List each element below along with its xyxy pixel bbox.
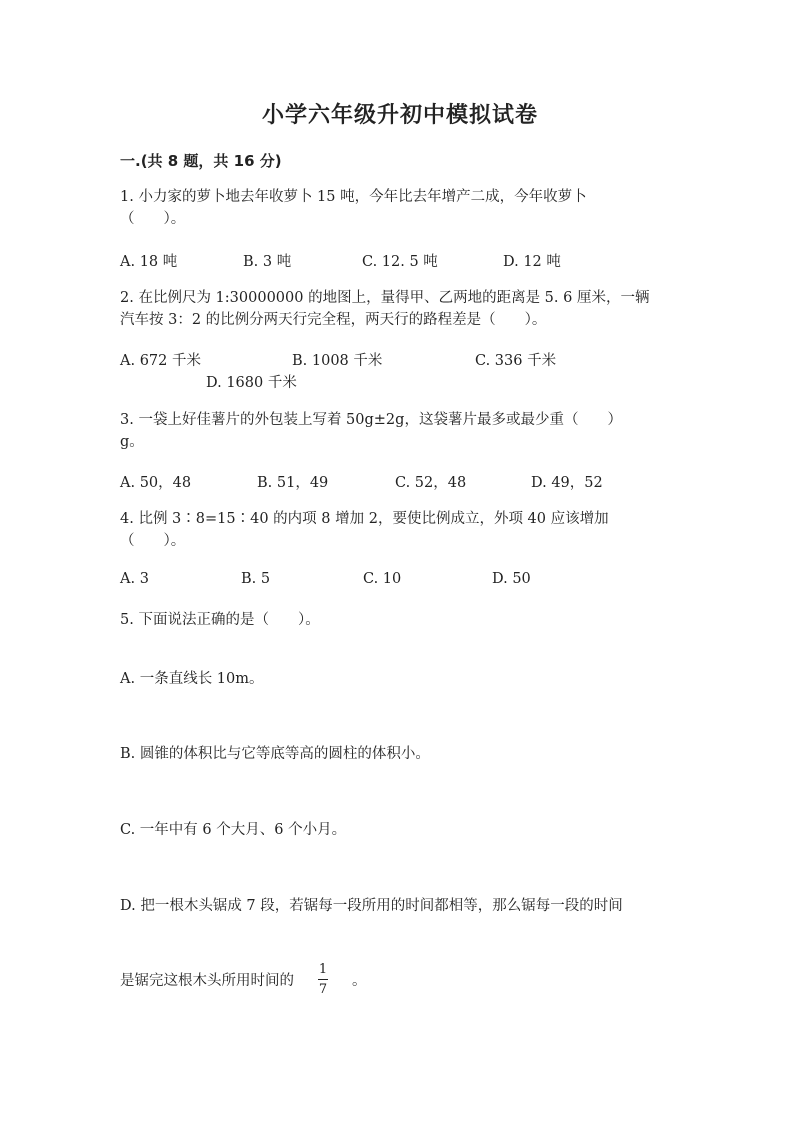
q1-option-a: A. 18 吨 — [120, 254, 178, 270]
question-5-line-1: 5. 下面说法正确的是（ ）。 — [120, 612, 320, 628]
q4-option-a: A. 3 — [120, 571, 149, 587]
q1-option-c: C. 12. 5 吨 — [362, 254, 438, 270]
section-heading: 一.(共 8 题，共 16 分) — [120, 152, 282, 170]
fraction-bar — [318, 979, 328, 980]
q2-option-d: D. 1680 千米 — [206, 375, 297, 391]
q5-option-d-end: 。 — [352, 973, 367, 989]
q5-option-d-continuation — [120, 962, 367, 997]
question-2-line-2: 汽车按 3：2 的比例分两天行完全程，两天行的路程差是（ ）。 — [120, 312, 547, 328]
q5-option-b: B. 圆锥的体积比与它等底等高的圆柱的体积小。 — [120, 746, 430, 762]
q3-option-c: C. 52，48 — [395, 475, 467, 491]
q3-option-a: A. 50，48 — [120, 475, 192, 491]
question-1-line-1: 1. 小力家的萝卜地去年收萝卜 15 吨，今年比去年增产二成，今年收萝卜 — [120, 189, 587, 205]
q2-option-a: A. 672 千米 — [120, 353, 201, 369]
fraction-denominator: 7 — [318, 982, 328, 997]
q1-option-b: B. 3 吨 — [243, 254, 292, 270]
q5-option-c: C. 一年中有 6 个大月、6 个小月。 — [120, 822, 347, 838]
q2-option-b: B. 1008 千米 — [292, 353, 383, 369]
question-3-line-2: g。 — [120, 434, 144, 450]
question-4-line-2: （ ）。 — [120, 533, 186, 549]
question-4-line-1: 4. 比例 3∶8=15∶40 的内项 8 增加 2，要使比例成立，外项 40 应该增加 — [120, 511, 609, 527]
question-1-line-2: （ ）。 — [120, 211, 186, 227]
question-5 — [120, 609, 320, 631]
q3-option-d: D. 49，52 — [531, 475, 603, 491]
question-2 — [120, 287, 649, 331]
question-3-line-1: 3. 一袋上好佳薯片的外包装上写着 50g±2g，这袋薯片最多或最少重（ ） — [120, 412, 622, 428]
question-3 — [120, 409, 622, 453]
page-title: 小学六年级升初中模拟试卷 — [261, 103, 538, 128]
q4-option-d: D. 50 — [492, 571, 531, 587]
q2-option-c: C. 336 千米 — [475, 353, 557, 369]
q5-option-d: D. 把一根木头锯成 7 段，若锯每一段所用的时间都相等，那么锯每一段的时间 — [120, 898, 623, 914]
q1-option-d: D. 12 吨 — [503, 254, 561, 270]
question-2-line-1: 2. 在比例尺为 1:30000000 的地图上，量得甲、乙两地的距离是 5. 6 厘米，一辆 — [120, 290, 650, 306]
fraction-one-seventh — [318, 962, 328, 997]
q5-option-a: A. 一条直线长 10m。 — [120, 671, 264, 687]
question-4 — [120, 508, 609, 552]
q4-option-b: B. 5 — [241, 571, 271, 587]
q4-option-c: C. 10 — [363, 571, 402, 587]
q3-option-b: B. 51，49 — [257, 475, 329, 491]
q5-option-d-cont-text: 是锯完这根木头所用时间的 — [120, 973, 294, 989]
fraction-numerator: 1 — [318, 962, 328, 977]
question-1 — [120, 186, 587, 230]
